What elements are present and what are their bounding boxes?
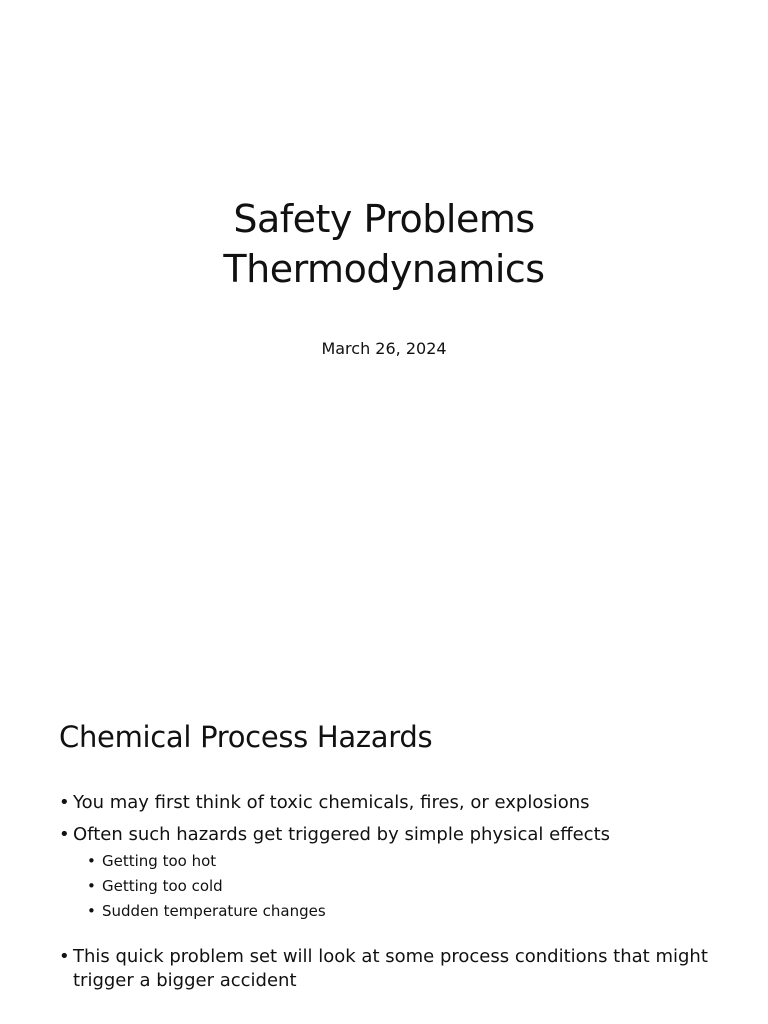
bullet-item: • You may first think of toxic chemicals, fires, or explosions (59, 791, 719, 815)
bullet-text: Often such hazards get triggered by simple physical effects (73, 824, 611, 845)
title-line-2: Thermodynamics (223, 247, 545, 291)
bullet-list (59, 791, 719, 1001)
title-line-1: Safety Problems (233, 197, 535, 241)
sub-bullet-list (87, 849, 719, 924)
sub-bullet-item: • Getting too cold (87, 874, 719, 899)
section-heading: Chemical Process Hazards (59, 720, 433, 754)
sub-bullet-item: • Sudden temperature changes (87, 899, 719, 924)
sub-bullet-item: • Getting too hot (87, 849, 719, 874)
bullet-item: • This quick problem set will look at some process conditions that might trigger a bigger accident (59, 945, 719, 993)
slide-title (0, 194, 768, 294)
bullet-item (59, 823, 719, 924)
slide-date: March 26, 2024 (321, 339, 447, 358)
content-slide (0, 576, 768, 1024)
